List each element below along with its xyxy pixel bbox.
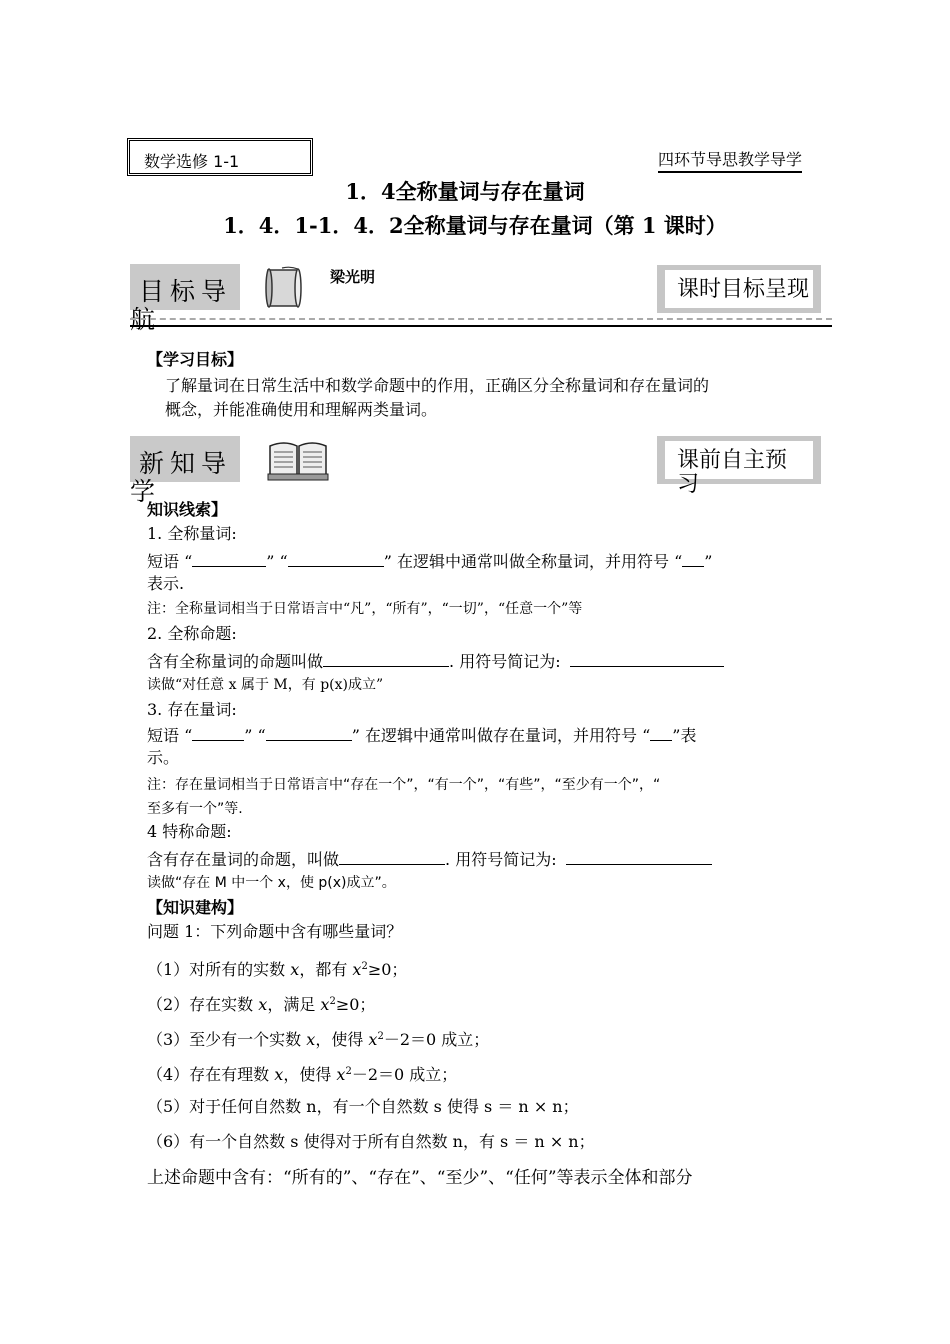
right-tab-label-tail: 习 — [677, 472, 700, 497]
p3-note-1: 注：存在量词相当于日常语言中“存在一个”，“有一个”，“有些”，“至少有一个”，“ — [147, 777, 661, 793]
course-label: 数学选修 1-1 — [144, 152, 240, 171]
p1-text-b: 在逻辑中通常叫做全称量词，并用符号 — [397, 552, 670, 571]
question-1: 问题 1：下列命题中含有哪些量词？ — [147, 922, 403, 941]
p4-line — [147, 846, 712, 872]
p1-title: 1. 全称量词: — [147, 524, 237, 543]
p4-read-b: “存在 M 中一个 x，使 p(x)成立”。 — [175, 875, 396, 891]
p2-read: 读做“对任意 x 属于 M，有 p(x)成立” — [147, 677, 384, 693]
p4-text-a: 含有存在量词的命题，叫做 — [147, 850, 340, 869]
p3-line: 短语 “ ” “ ” 在逻辑中通常叫做存在量词，并用符号 “ ”表 — [147, 722, 696, 748]
blank-2[interactable] — [288, 548, 384, 567]
clue-heading: 知识线索】 — [147, 500, 228, 519]
list-item: （4）存在有理数 x，使得 $x^2-2=0$ 成立； — [147, 1065, 458, 1084]
list-item: （5）对于任何自然数 n，有一个自然数 s 使得 s ＝ n × n； — [147, 1097, 579, 1116]
section-tab-label: 新知导 — [139, 449, 233, 478]
series-title: 四环节导思教学导学 — [658, 147, 802, 173]
blank-1[interactable] — [192, 548, 266, 567]
p1-text-a: 短语 — [147, 552, 180, 571]
p4-read — [147, 872, 396, 892]
right-tab-label: 课前自主预 — [677, 448, 788, 473]
p3-text-d: 示。 — [147, 748, 180, 767]
p2-text-a: 含有全称量词的命题叫做 — [147, 652, 324, 671]
blank-6[interactable] — [192, 722, 244, 741]
blank-7[interactable] — [266, 722, 352, 741]
blank-10[interactable] — [566, 846, 712, 865]
p2-line — [147, 648, 724, 674]
build-heading: 【知识建构】 — [147, 898, 244, 917]
blank-4[interactable] — [323, 648, 449, 667]
goal-heading: 【学习目标】 — [147, 350, 244, 369]
goal-line-1: 了解量词在日常生活中和数学命题中的作用，正确区分全称量词和存在量词的 — [165, 376, 710, 395]
blank-3[interactable] — [682, 548, 704, 567]
right-tab-preview — [657, 436, 821, 497]
divider-dashed — [130, 318, 832, 320]
blank-9[interactable] — [339, 846, 445, 865]
right-tab-goals — [657, 265, 821, 313]
p1-text-c: 表示. — [147, 574, 185, 593]
author-name: 梁光明 — [330, 268, 376, 286]
right-tab-label: 课时目标呈现 — [677, 277, 810, 302]
p4-title: 4 特称命题: — [147, 822, 232, 841]
list-item: （2）存在实数 x，满足 $x^2\ge 0$； — [147, 995, 376, 1014]
p3-text-a: 短语 — [147, 726, 180, 745]
p2-title: 2. 全称命题: — [147, 624, 237, 643]
page-subtitle: 1．4．1-1．4．2全称量词与存在量词（第 1 课时） — [223, 213, 727, 238]
book-icon — [266, 436, 330, 486]
goal-line-2: 概念，并能准确使用和理解两类量词。 — [165, 400, 438, 419]
list-item: （1）对所有的实数 x，都有 $x^2\ge 0$； — [147, 960, 408, 979]
divider-solid — [130, 325, 832, 327]
list-item: （3）至少有一个实数 x，使得 $x^2-2=0$ 成立； — [147, 1030, 490, 1049]
blank-5[interactable] — [570, 648, 724, 667]
summary-text: 上述命题中含有：“所有的”、“存在”、“至少”、“任何”等表示全体和部分 — [147, 1168, 693, 1188]
p3-text-c: 表 — [680, 726, 697, 745]
p3-text-b: 在逻辑中通常叫做存在量词，并用符号 — [365, 726, 638, 745]
p3-note-2: 至多有一个”等. — [147, 801, 243, 817]
p1-note: 注：全称量词相当于日常语言中“凡”，“所有”，“一切”，“任意一个”等 — [147, 601, 583, 617]
p3-title: 3. 存在量词: — [147, 700, 237, 719]
section-tab-tail: 航 — [130, 305, 156, 334]
section-tab-tail: 学 — [130, 477, 156, 506]
p2-text-b: . 用符号简记为: — [449, 652, 561, 671]
page-title: 1．4全称量词与存在量词 — [345, 179, 585, 204]
p1-line: 短语 “ ” “ ” 在逻辑中通常叫做全称量词，并用符号 “ ” — [147, 548, 712, 574]
section-tab-label: 目标导 — [139, 277, 233, 306]
blank-8[interactable] — [650, 722, 672, 741]
course-box — [127, 138, 313, 176]
p4-text-b: . 用符号简记为: — [445, 850, 557, 869]
list-item: （6）有一个自然数 s 使得对于所有自然数 n，有 s ＝ n × n； — [147, 1132, 595, 1151]
p4-read-a: 读做 — [147, 875, 175, 891]
scroll-icon — [262, 266, 306, 314]
